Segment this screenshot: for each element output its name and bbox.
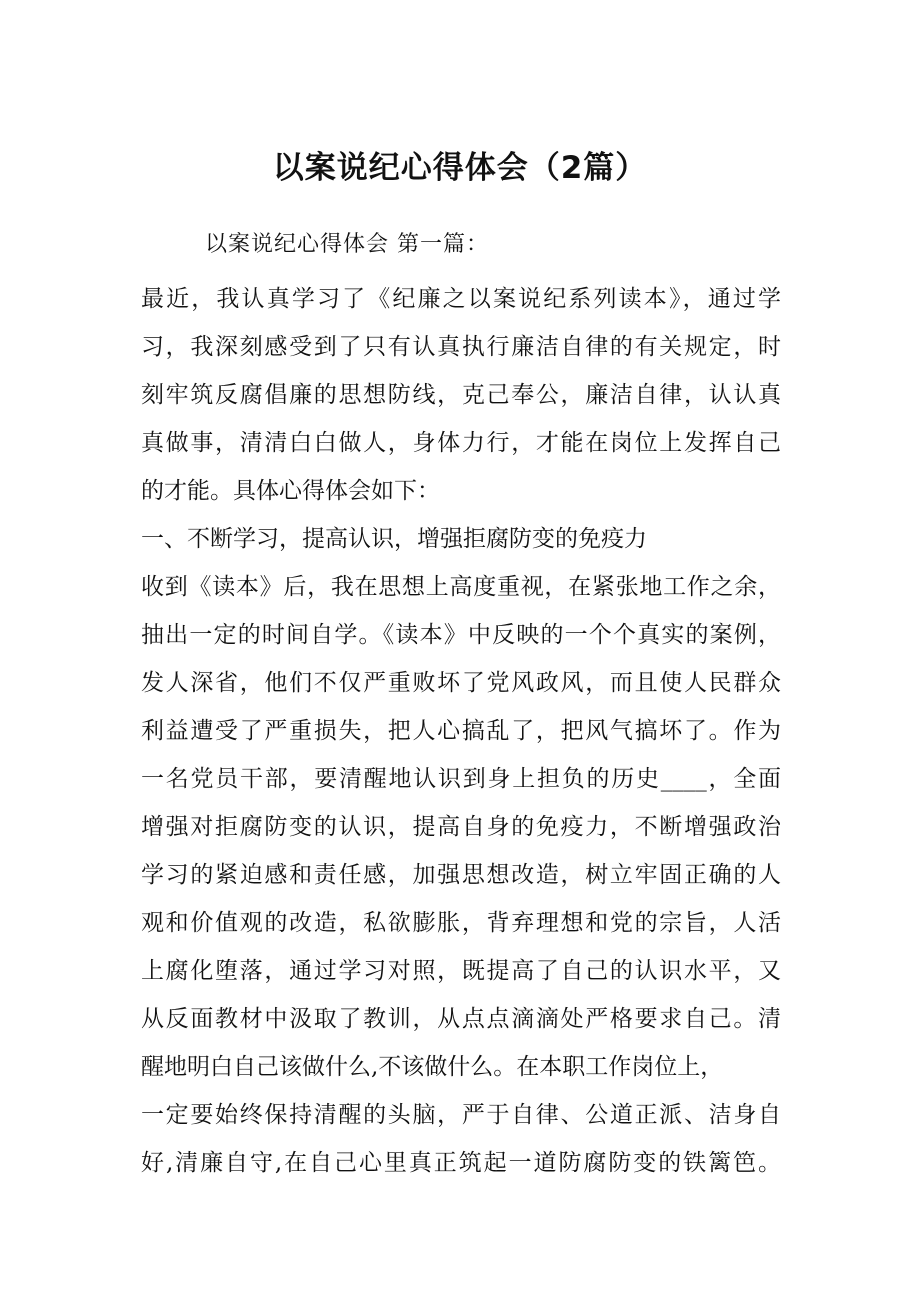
body-line: 抽出一定的时间自学。《读本》中反映的一个个真实的案例， <box>141 622 781 648</box>
document-title: 以案说纪心得体会（2篇） <box>272 150 648 186</box>
body-line: 从反面教材中汲取了教训，从点点滴滴处严格要求自己。清 <box>141 1006 781 1032</box>
body-line: 增强对拒腐防变的认识，提高自身的免疫力，不断增强政治 <box>141 814 781 840</box>
body-line: 最近，我认真学习了《纪廉之以案说纪系列读本》，通过学 <box>141 286 781 312</box>
body-line: 醒地明白自己该做什么,不该做什么。在本职工作岗位上， <box>141 1054 724 1080</box>
body-line: 一名党员干部，要清醒地认识到身上担负的历史____，全面 <box>141 766 781 792</box>
body-line: 上腐化堕落，通过学习对照，既提高了自己的认识水平，又 <box>141 958 781 984</box>
body-line: 学习的紧迫感和责任感，加强思想改造，树立牢固正确的人 <box>141 862 781 888</box>
body-line: 一定要始终保持清醒的头脑，严于自律、公道正派、洁身自 <box>141 1102 781 1128</box>
section-heading: 以案说纪心得体会 第一篇： <box>205 232 489 257</box>
body-line: 好,清廉自守,在自己心里真正筑起一道防腐防变的铁篱笆。 <box>141 1150 781 1176</box>
body-line: 的才能。具体心得体会如下： <box>141 478 440 504</box>
body-line: 收到《读本》后，我在思想上高度重视，在紧张地工作之余， <box>141 574 781 600</box>
body-line: 观和价值观的改造，私欲膨胀，背弃理想和党的宗旨，人活 <box>141 910 781 936</box>
body-line: 发人深省，他们不仅严重败坏了党风政风，而且使人民群众 <box>141 670 781 696</box>
body-line: 利益遭受了严重损失，把人心搞乱了，把风气搞坏了。作为 <box>141 718 781 744</box>
section-heading-line: 一、不断学习，提高认识，增强拒腐防变的免疫力 <box>141 526 647 552</box>
body-line: 真做事，清清白白做人，身体力行，才能在岗位上发挥自己 <box>141 430 781 456</box>
body-line: 习，我深刻感受到了只有认真执行廉洁自律的有关规定，时 <box>141 334 781 360</box>
body-line: 刻牢筑反腐倡廉的思想防线，克己奉公，廉洁自律，认认真 <box>141 382 781 408</box>
